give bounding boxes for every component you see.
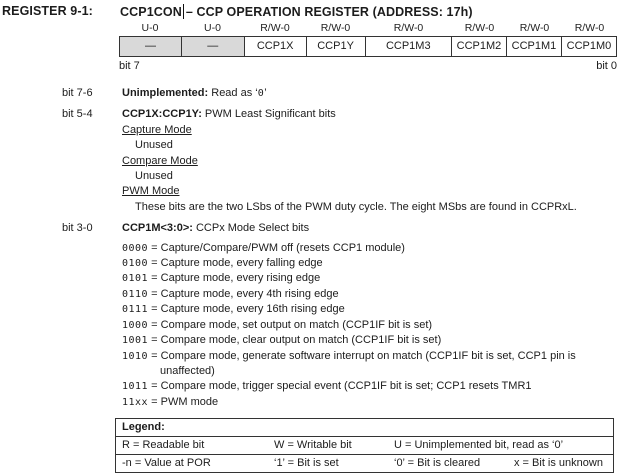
bit-description-line [0,169,628,184]
text-segment: = Capture mode, every 4th rising edge [148,287,339,300]
binary-value: 0110 [122,288,149,300]
text-segment: Unimplemented: [122,87,209,99]
bitfield-cell: CCP1X [245,36,307,57]
bit-descriptions [0,86,628,410]
text-segment: unaffected) [160,364,215,377]
bit-description-line [0,256,628,271]
bit-description-text [122,184,628,199]
bit-description-line [0,287,628,302]
text-segment: These bits are the two LSbs of the PWM duty cycle. The eight MSbs are found in CCPRxL. [135,200,577,213]
bit-range-label: bit 7-6 [62,87,93,99]
binary-value: 0000 [122,242,149,254]
bit-description-line [0,302,628,317]
bit-description-text [122,138,628,153]
text-segment: CCPx Mode Select bits [192,222,310,235]
text-segment: = Capture mode, every rising edge [148,272,321,285]
bit-description-text [122,154,628,169]
text-segment: CCP1X:CCP1Y: [122,108,202,121]
bit-description-line [0,123,628,138]
access-row [119,22,617,34]
access-label: R/W-0 [574,22,605,34]
text-segment: = Compare mode, trigger special event (CCP1IF bit is set; CCP1 resets TMR1 [148,380,532,393]
bit-description-text [122,107,628,122]
bit-range-label [62,169,122,184]
bitfield-cell: CCP1M2 [452,36,507,57]
legend-entry: R = Readable bit [122,439,205,451]
bitfield-cell: CCP1M3 [366,36,452,57]
legend-box [115,418,614,473]
bit-description-text [122,349,628,364]
bit-number-row [119,60,617,72]
bitfield-cell: — [119,36,182,57]
text-segment: CCP1M<3:0>: [122,222,193,235]
bit-description-text [122,333,628,348]
bit-range-label [62,349,122,364]
bit-description-text [122,86,628,101]
bit-range-label [62,364,122,379]
bit-description-line [0,154,628,169]
text-segment: Read as ‘ [208,87,258,99]
binary-value: 1001 [122,335,149,347]
bit-description-text [122,271,628,286]
bit-description-text [122,364,628,379]
bit-description-line [0,364,628,379]
bit-range-label [62,318,122,333]
legend-entry: -n = Value at POR [122,457,211,469]
bit-description-text [122,379,628,394]
text-segment: = PWM mode [148,395,219,408]
text-segment: = Compare mode, clear output on match (CCP1IF bit is set) [148,334,442,347]
bitfield-cell: — [182,36,245,57]
bit-description-line [0,271,628,286]
bit-range-label [62,241,122,256]
text-caret [183,4,184,19]
binary-value: 0100 [122,258,149,270]
bit-description-line [0,138,628,153]
access-label: U-0 [204,22,221,34]
binary-value: 1000 [122,319,149,331]
text-segment: = Capture mode, every falling edge [148,257,323,270]
text-segment: Unused [135,170,173,183]
bit-description-text [122,395,628,410]
bit-description-text [122,287,628,302]
access-label: U-0 [141,22,159,34]
text-segment: = Compare mode, generate software interrupt on match (CCP1IF bit is set, CCP1 pin is [148,349,576,362]
bit-description-line [0,86,628,101]
bit-description-text [122,302,628,317]
bit-description-line [0,395,628,410]
access-label: R/W-0 [260,22,290,34]
register-title [2,4,473,19]
bitfield-cell: CCP1M0 [562,36,617,57]
bit-range-label [62,184,122,199]
bit-description-text [122,318,628,333]
bitfield-cells-row [119,36,617,57]
bit-description-text [122,123,628,138]
register-title-main [120,4,473,19]
binary-value: 0 [257,88,265,99]
bit0-label: bit 0 [596,60,617,72]
bit-range-label: bit 3-0 [62,222,93,235]
register-bitfield-table [119,22,617,72]
bit-description-line [0,333,628,348]
binary-value: 1010 [122,350,149,362]
text-segment: Unused [135,139,173,152]
legend-entry: W = Writable bit [274,439,352,451]
bit-range-label [62,379,122,394]
bit-range-label: bit 5-4 [62,108,93,121]
legend-entry: ‘0’ = Bit is cleared [394,457,481,469]
text-segment: Capture Mode [122,123,192,136]
legend-entry: U = Unimplemented bit, read as ‘0’ [394,439,564,451]
text-segment: = Capture mode, every 16th rising edge [148,303,345,316]
bit-description-text [122,200,628,215]
legend-row [116,437,613,455]
access-label: R/W-0 [320,22,351,34]
legend-entry: x = Bit is unknown [514,457,603,469]
binary-value: 1011 [122,381,149,393]
bit-range-label [62,123,122,138]
bit-description-line [0,379,628,394]
bit7-label: bit 7 [119,60,140,72]
legend-row [116,455,613,472]
bit-range-label [62,395,122,410]
bit-description-line [0,318,628,333]
bit-description-line [0,221,628,236]
bit-description-text [122,221,628,236]
bit-range-label [62,287,122,302]
binary-value: 0101 [122,273,149,285]
bit-range-label [62,271,122,286]
bitfield-cell: CCP1M1 [507,36,562,57]
text-segment: PWM Least Significant bits [201,108,336,121]
register-name: CCP1CON [120,4,182,19]
access-label: R/W-0 [464,22,495,34]
bit-range-label [62,256,122,271]
bit-range-label [62,154,122,169]
bit-description-text [122,256,628,271]
text-segment: PWM Mode [122,185,180,198]
register-description: – CCP OPERATION REGISTER (ADDRESS: 17h) [185,4,473,19]
bit-description-line [0,200,628,215]
bit-range-label [62,138,122,153]
access-label: R/W-0 [519,22,550,34]
bit-range-label [62,302,122,317]
legend-title: Legend: [116,419,613,437]
bitfield-cell: CCP1Y [307,36,366,57]
text-segment: = Compare mode, set output on match (CCP1IF bit is set) [148,318,433,331]
bit-description-line [0,184,628,199]
bit-description-text [122,241,628,256]
bit-description-line [0,349,628,364]
register-number-label: REGISTER 9-1: [2,4,93,18]
bit-range-label [62,200,122,215]
bit-description-line [0,107,628,122]
text-segment: ’ [264,87,267,99]
legend-entry: ‘1’ = Bit is set [274,457,339,469]
binary-value: 0111 [122,304,149,316]
bit-description-line [0,241,628,256]
text-segment: = Capture/Compare/PWM off (resets CCP1 module) [148,241,405,254]
text-segment: Compare Mode [122,154,198,167]
binary-value: 11xx [122,396,149,408]
bit-range-label [62,333,122,348]
access-label: R/W-0 [393,22,424,34]
bit-description-text [122,169,628,184]
